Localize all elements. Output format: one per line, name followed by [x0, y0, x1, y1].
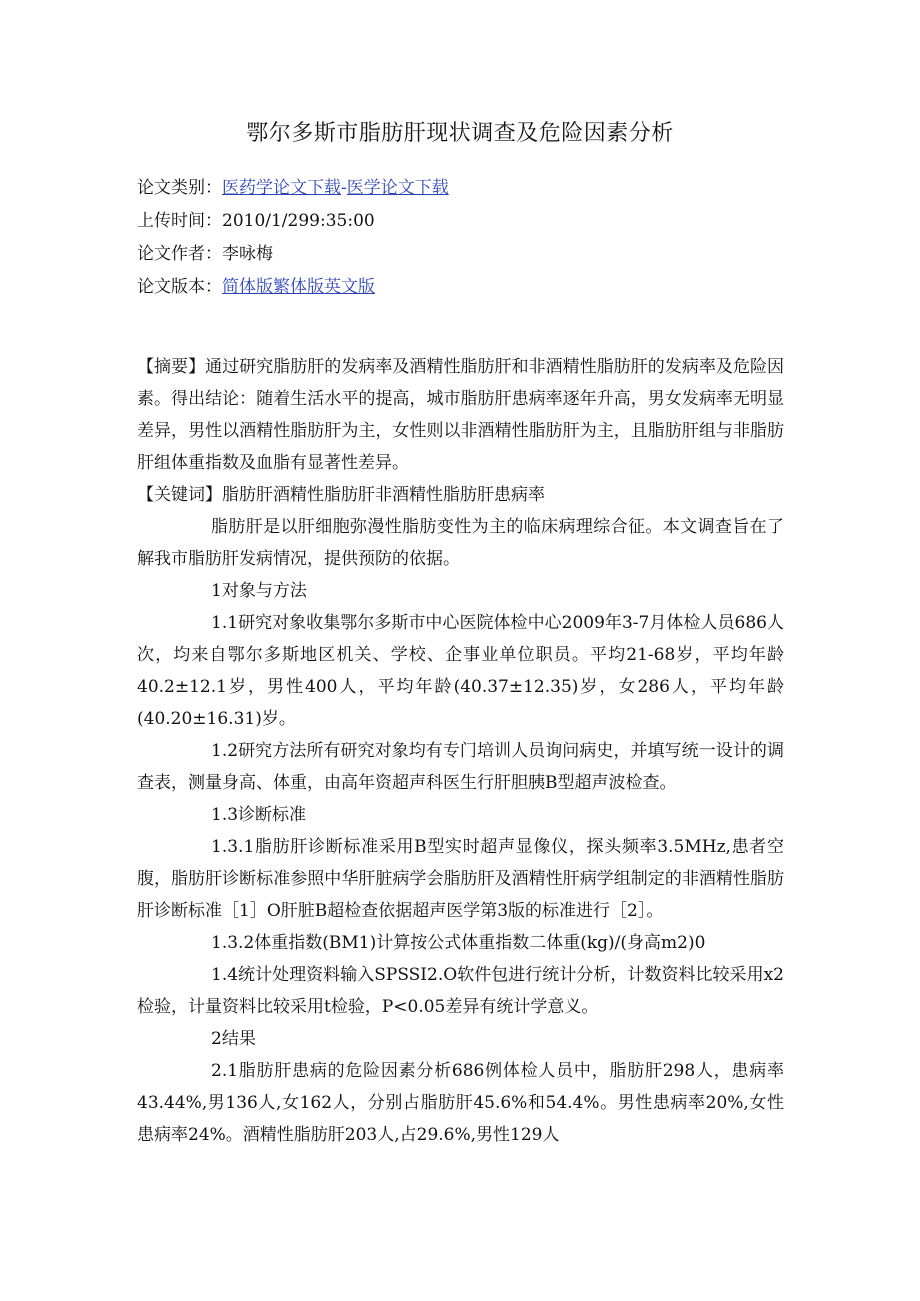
version-links[interactable]: 简体版繁体版英文版 [222, 277, 375, 297]
meta-upload-row [137, 205, 449, 238]
upload-label: 上传时间： [137, 211, 222, 231]
body-paragraph: 2.1脂肪肝患病的危险因素分析686例体检人员中，脂肪肝298人，患病率43.44%,男136人,女162人，分别占脂肪肝45.6%和54.4%。男性患病率20%,女性患病率24%。酒精性脂肪肝203人,占29.6%,男性129人 [137, 1061, 784, 1145]
section-heading: 1.3诊断标准 [211, 805, 307, 825]
body-paragraph: 1.3.1脂肪肝诊断标准采用B型实时超声显像仪，探头频率3.5MHz,患者空腹，脂肪肝诊断标准参照中华肝脏病学会脂肪肝及酒精性肝病学组制定的非酒精性脂肪肝诊断标准［1］O肝脏B超检查依据超声医学第3版的标准进行［2］。 [137, 837, 784, 921]
version-label: 论文版本： [137, 277, 222, 297]
body-paragraph: 1.4统计处理资料输入SPSSI2.O软件包进行统计分析，计数资料比较采用x2检验，计量资料比较采用t检验，P<0.05差异有统计学意义。 [137, 965, 784, 1017]
intro-paragraph: 脂肪肝是以肝细胞弥漫性脂肪变性为主的临床病理综合征。本文调查旨在了解我市脂肪肝发病情况，提供预防的依据。 [137, 517, 784, 569]
body-paragraph: 1.3.2体重指数(BM1)计算按公式体重指数二体重(kg)/(身高m2)0 [211, 933, 706, 953]
abstract-paragraph: 【摘要】通过研究脂肪肝的发病率及酒精性脂肪肝和非酒精性脂肪肝的发病率及危险因素。得出结论：随着生活水平的提高，城市脂肪肝患病率逐年升高，男女发病率无明显差异，男性以酒精性脂肪肝为主，女性则以非酒精性脂肪肝为主，且脂肪肝组与非脂肪肝组体重指数及血脂有显著性差异。 [137, 357, 784, 473]
category-link-pharmacy[interactable]: 医药学论文下载 [222, 178, 341, 198]
meta-category-row [137, 172, 449, 205]
section-heading: 1对象与方法 [211, 581, 307, 601]
meta-author-row [137, 238, 449, 271]
page-title: 鄂尔多斯市脂肪肝现状调查及危险因素分析 [246, 121, 674, 146]
category-separator: - [341, 178, 347, 198]
body-paragraph: 1.1研究对象收集鄂尔多斯市中心医院体检中心2009年3-7月体检人员686人次，均来自鄂尔多斯地区机关、学校、企事业单位职员。平均21-68岁，平均年龄40.2±12.1岁，男性400人，平均年龄(40.37±12.35)岁，女286人，平均年龄(40.20±16.31)岁。 [137, 613, 784, 729]
body-paragraph: 1.2研究方法所有研究对象均有专门培训人员询问病史，并填写统一设计的调查表，测量身高、体重，由高年资超声科医生行肝胆胰B型超声波检查。 [137, 741, 784, 793]
article-body [137, 351, 784, 1151]
meta-version-row [137, 271, 449, 304]
keywords-paragraph: 【关键词】脂肪肝酒精性脂肪肝非酒精性脂肪肝患病率 [137, 485, 545, 505]
section-heading: 2结果 [211, 1029, 256, 1049]
category-label: 论文类别： [137, 178, 222, 198]
meta-block [137, 172, 449, 304]
category-link-medicine[interactable]: 医学论文下载 [346, 178, 449, 198]
author-label: 论文作者： [137, 244, 222, 264]
author-value: 李咏梅 [222, 244, 273, 264]
upload-value: 2010/1/299:35:00 [222, 211, 375, 231]
